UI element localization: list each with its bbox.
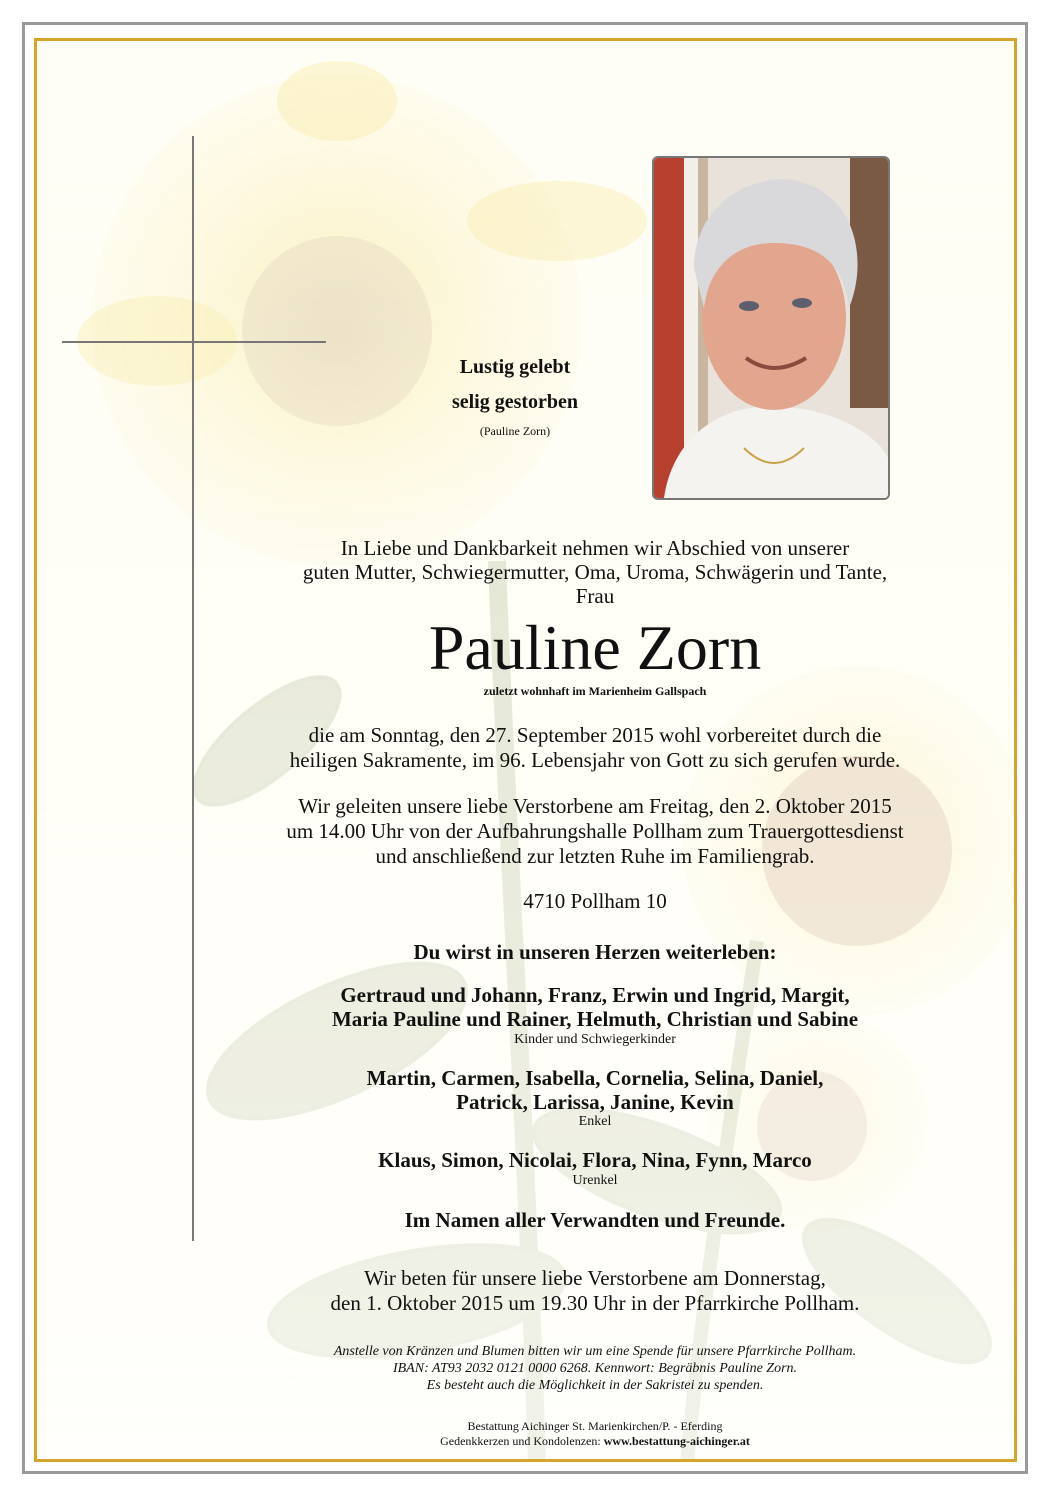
address-line: 4710 Pollham 10 xyxy=(523,889,667,913)
prayer-line: den 1. Oktober 2015 um 19.30 Uhr in der Pfarrkirche Pollham. xyxy=(330,1291,860,1315)
death-line: die am Sonntag, den 27. September 2015 wohl vorbereitet durch die xyxy=(308,723,882,747)
grandchildren-label: Enkel xyxy=(578,1114,612,1129)
motto-line-2: selig gestorben xyxy=(451,391,579,413)
donation-line: Es besteht auch die Möglichkeit in der Sakristei zu spenden. xyxy=(426,1378,764,1393)
children-line: Maria Pauline und Rainer, Helmuth, Christian und Sabine xyxy=(331,1007,859,1031)
children-names xyxy=(230,983,960,1031)
footer-line-2 xyxy=(230,1434,960,1449)
donation-line: IBAN: AT93 2032 0121 0000 6268. Kennwort: Begräbnis Pauline Zorn. xyxy=(392,1361,798,1376)
prayer-line: Wir beten für unsere liebe Verstorbene am Donnerstag, xyxy=(364,1266,826,1290)
funeral-line: und anschließend zur letzten Ruhe im Familiengrab. xyxy=(375,844,815,868)
funeral-line: Wir geleiten unsere liebe Verstorbene am Freitag, den 2. Oktober 2015 xyxy=(298,794,892,818)
children-line: Gertraud und Johann, Franz, Erwin und Ingrid, Margit, xyxy=(340,983,850,1007)
grandchildren-names xyxy=(230,1066,960,1114)
great-grandchildren-names: Klaus, Simon, Nicolai, Flora, Nina, Fynn, Marco xyxy=(378,1148,812,1172)
funeral-line: um 14.00 Uhr von der Aufbahrungshalle Pollham zum Trauergottesdienst xyxy=(286,819,904,843)
footer-prefix: Gedenkkerzen und Kondolenzen: xyxy=(440,1434,604,1448)
relatives-line: Im Namen aller Verwandten und Freunde. xyxy=(404,1208,786,1232)
intro-line: guten Mutter, Schwiegermutter, Oma, Uroma, Schwägerin und Tante, xyxy=(302,560,888,584)
donation-paragraph xyxy=(230,1343,960,1394)
donation-line: Anstelle von Kränzen und Blumen bitten wir um eine Spende für unsere Pfarrkirche Pollham. xyxy=(333,1344,857,1359)
great-grandchildren-label: Urenkel xyxy=(572,1173,618,1188)
residence-line: zuletzt wohnhaft im Marienheim Gallspach xyxy=(483,684,707,698)
cross-horizontal-bar xyxy=(62,341,326,343)
portrait-illustration xyxy=(654,158,888,498)
intro-paragraph xyxy=(230,536,960,608)
heart-heading: Du wirst in unseren Herzen weiterleben: xyxy=(413,940,777,964)
portrait-photo xyxy=(652,156,890,500)
motto-line-1: Lustig gelebt xyxy=(459,356,571,378)
footer xyxy=(230,1419,960,1449)
motto-author: (Pauline Zorn) xyxy=(479,424,551,438)
children-label: Kinder und Schwiegerkinder xyxy=(514,1032,676,1047)
footer-website-link[interactable]: www.bestattung-aichinger.at xyxy=(603,1434,750,1448)
death-paragraph xyxy=(230,723,960,773)
grandchildren-line: Martin, Carmen, Isabella, Cornelia, Selina, Daniel, xyxy=(366,1066,824,1090)
intro-line: Frau xyxy=(575,584,615,608)
funeral-paragraph xyxy=(230,794,960,869)
footer-line-1: Bestattung Aichinger St. Marienkirchen/P. - Eferding xyxy=(467,1419,723,1433)
death-line: heiligen Sakramente, im 96. Lebensjahr von Gott zu sich gerufen wurde. xyxy=(289,748,901,772)
cross-vertical-bar xyxy=(192,136,194,1241)
intro-line: In Liebe und Dankbarkeit nehmen wir Abschied von unserer xyxy=(340,536,850,560)
grandchildren-line: Patrick, Larissa, Janine, Kevin xyxy=(456,1090,734,1114)
prayer-paragraph xyxy=(230,1266,960,1316)
deceased-name: Pauline Zorn xyxy=(428,612,762,683)
